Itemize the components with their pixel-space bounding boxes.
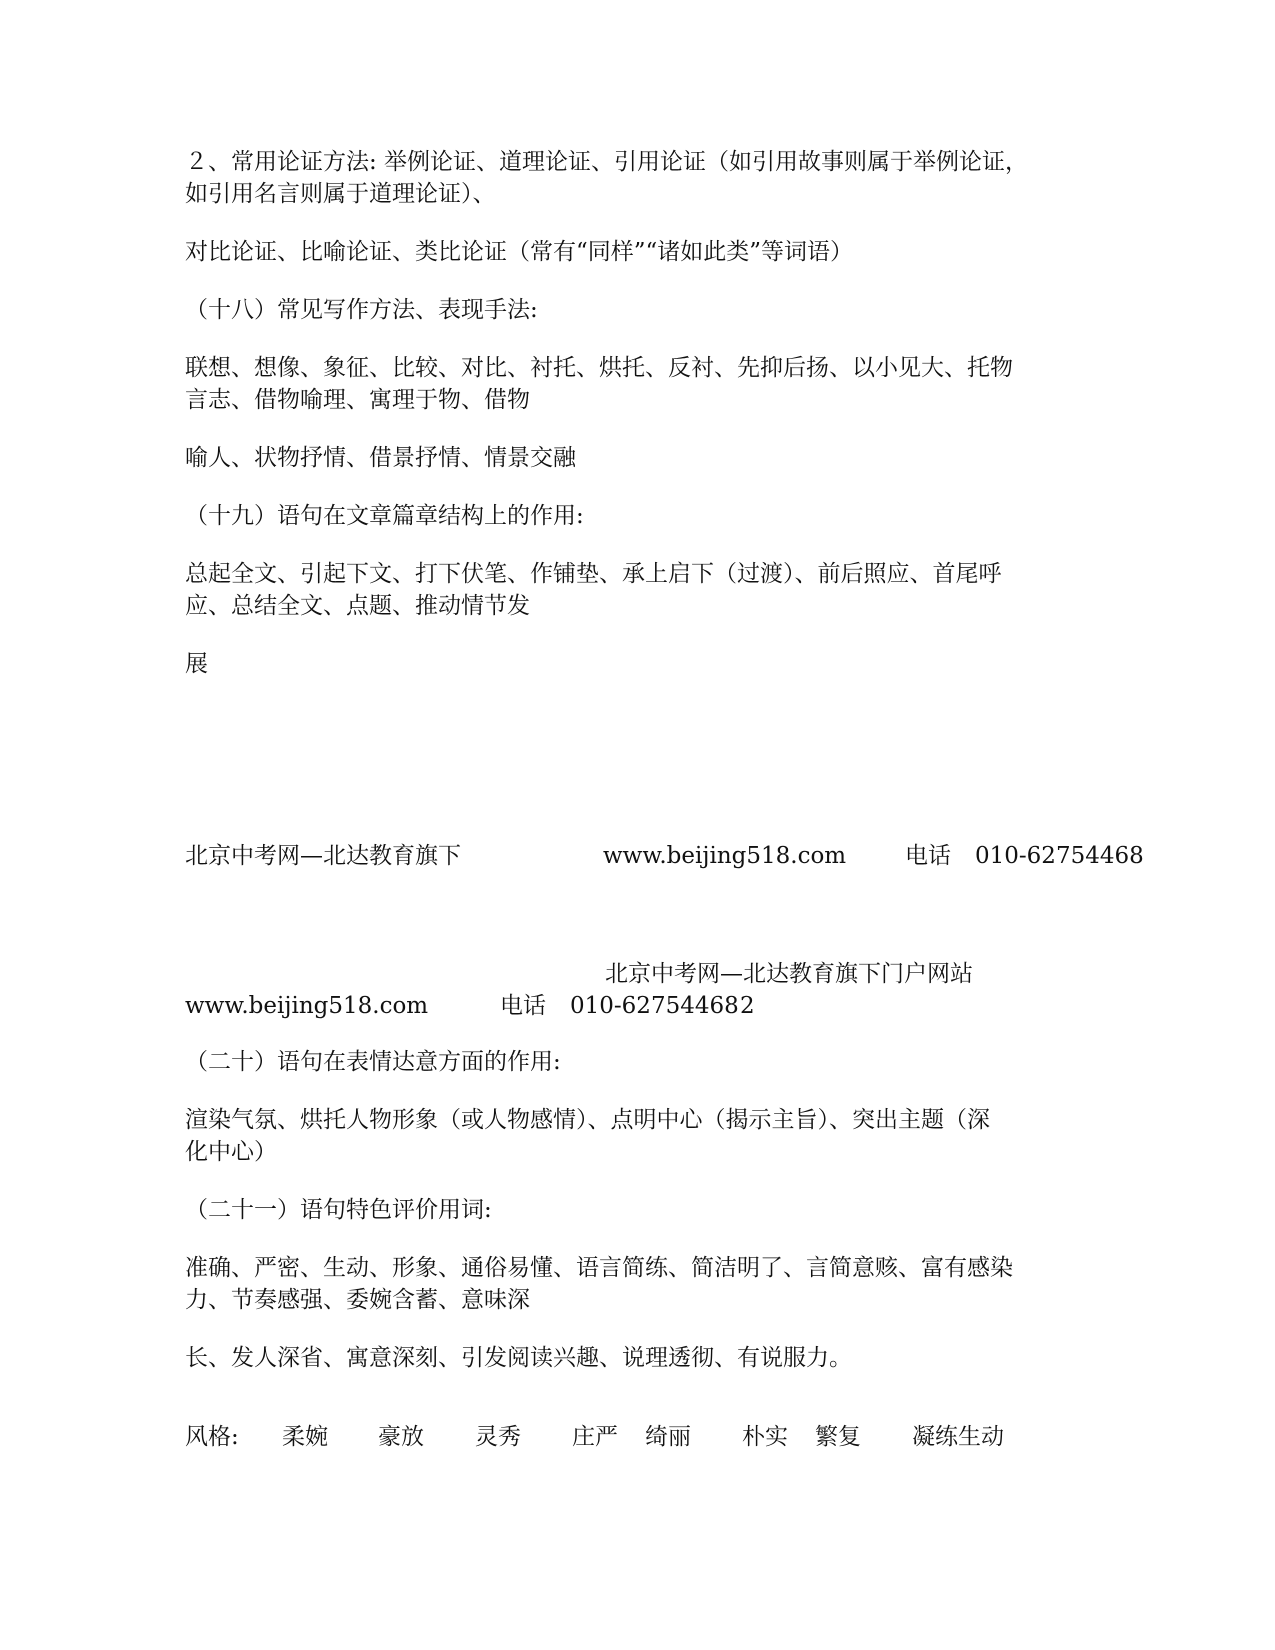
heading-section-18: （十八）常见写作方法、表现手法: (185, 297, 538, 323)
footer-phone-number: 010-62754468 (975, 843, 1144, 869)
paragraph-section-18-line3: 喻人、状物抒情、借景抒情、情景交融 (185, 445, 576, 471)
header-portal-title: 北京中考网—北达教育旗下门户网站 (605, 961, 973, 987)
paragraph-argument-methods-line1: ２、常用论证方法: 举例论证、道理论证、引用论证（如引用故事则属于举例论证， (185, 149, 1029, 175)
style-term: 繁复 (815, 1424, 861, 1450)
style-term: 庄严 (572, 1424, 618, 1450)
footer-phone-label: 电话 (905, 843, 951, 869)
page-footer (185, 840, 1245, 872)
heading-section-21: （二十一）语句特色评价用词: (185, 1197, 492, 1223)
style-term: 灵秀 (475, 1424, 521, 1450)
heading-section-20: （二十）语句在表情达意方面的作用: (185, 1049, 561, 1075)
paragraph-section-21-line1: 准确、严密、生动、形象、通俗易懂、语言简练、简洁明了、言简意赅、富有感染 (185, 1255, 1013, 1281)
paragraph-section-20-line1: 渲染气氛、烘托人物形象（或人物感情）、点明中心（揭示主旨）、突出主题（深 (185, 1107, 990, 1133)
paragraph-section-19-line3: 展 (185, 651, 208, 677)
paragraph-section-18-line1: 联想、想像、象征、比较、对比、衬托、烘托、反衬、先抑后扬、以小见大、托物 (185, 355, 1013, 381)
style-term: 豪放 (378, 1424, 424, 1450)
header-phone-label: 电话 (500, 993, 546, 1019)
paragraph-section-20-line2: 化中心） (185, 1139, 277, 1165)
style-terms-row (185, 1421, 1085, 1453)
heading-section-19: （十九）语句在文章篇章结构上的作用: (185, 503, 584, 529)
footer-org-text: 北京中考网—北达教育旗下 (185, 843, 461, 869)
style-term: 朴实 (742, 1424, 788, 1450)
paragraph-section-19-line2: 应、总结全文、点题、推动情节发 (185, 593, 530, 619)
paragraph-section-19-line1: 总起全文、引起下文、打下伏笔、作铺垫、承上启下（过渡）、前后照应、首尾呼 (185, 561, 1002, 587)
footer-website-link[interactable]: www.beijing518.com (603, 843, 847, 869)
paragraph-section-18-line2: 言志、借物喻理、寓理于物、借物 (185, 387, 530, 413)
paragraph-argument-methods-line3: 对比论证、比喻论证、类比论证（常有“同样”“诸如此类”等词语） (185, 239, 854, 265)
style-term: 柔婉 (282, 1424, 328, 1450)
style-label: 风格: (185, 1424, 239, 1450)
page-header (185, 990, 1185, 1022)
paragraph-argument-methods-line2: 如引用名言则属于道理论证）、 (185, 181, 496, 207)
style-term: 凝练生动 (912, 1424, 1004, 1450)
page-number: 2 (740, 993, 755, 1019)
style-term: 绮丽 (645, 1424, 691, 1450)
header-website-link[interactable]: www.beijing518.com (185, 993, 429, 1019)
paragraph-section-21-line2: 力、节奏感强、委婉含蓄、意味深 (185, 1287, 530, 1313)
paragraph-section-21-line3: 长、发人深省、寓意深刻、引发阅读兴趣、说理透彻、有说服力。 (185, 1345, 852, 1371)
header-phone-number: 010-62754468 (570, 993, 739, 1019)
